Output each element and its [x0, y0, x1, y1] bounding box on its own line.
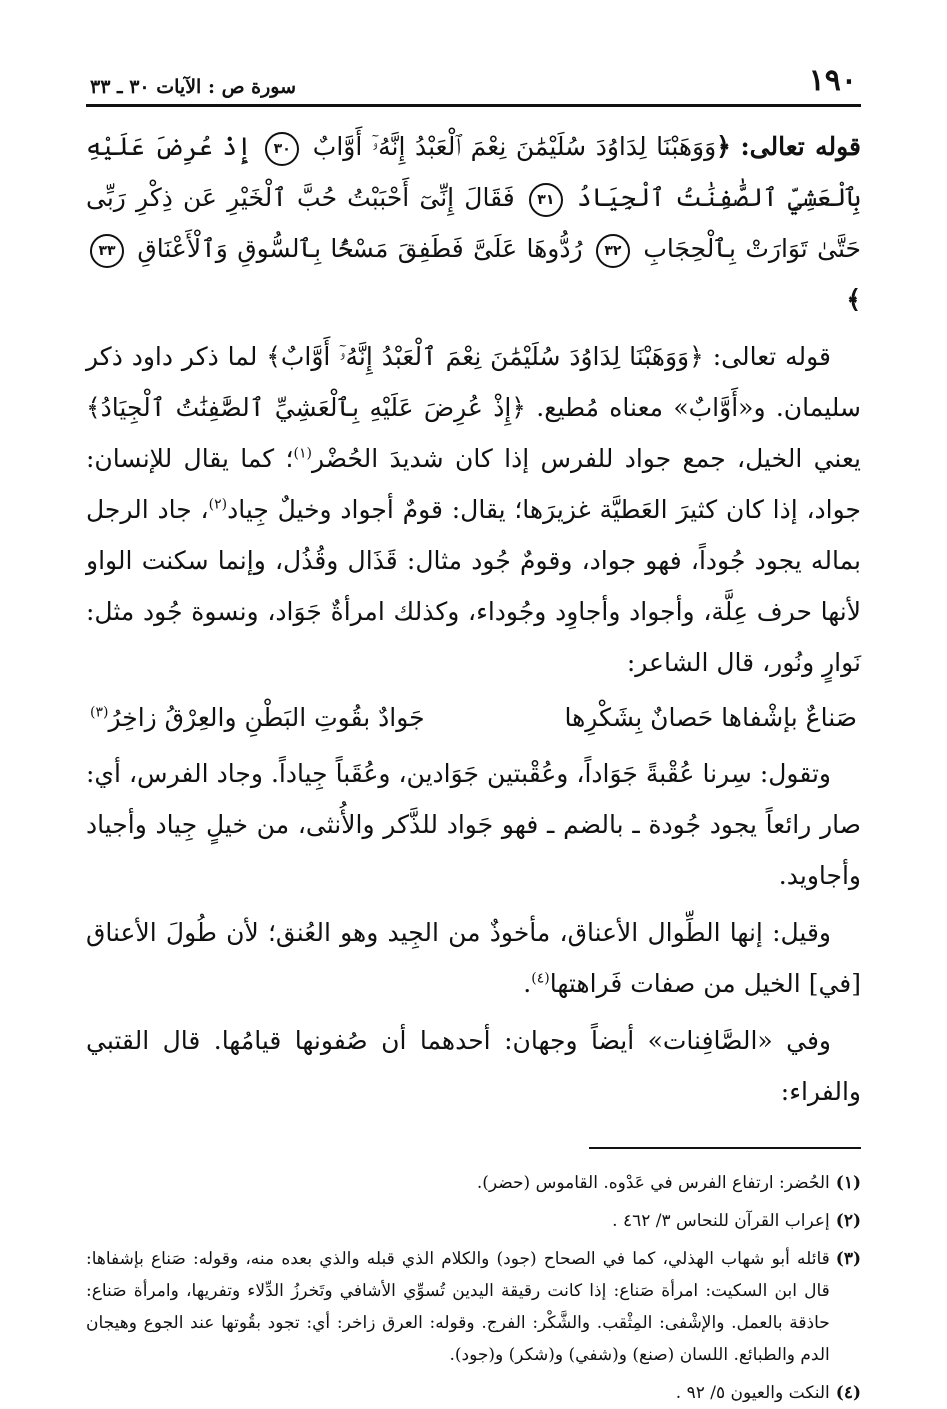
p1-lead: قوله تعالى:: [712, 342, 831, 371]
p1-quote-2: ﴿إِذْ عُرِضَ عَلَيْهِ بِٱلْعَشِيِّ ٱلصَّٰفِنَٰتُ ٱلْجِيَادُ﴾: [86, 393, 526, 422]
heading-verse: [86, 121, 861, 325]
first-hemistich: صَناعٌ بإشْفاها حَصانٌ بِشَكْرِها: [564, 703, 857, 732]
footnote-number: (٢): [835, 1211, 861, 1231]
footnote-1: [86, 1167, 861, 1199]
footnote-text: الحُضر: ارتفاع الفرس في عَدْوه. القاموس (حضر).: [476, 1173, 830, 1193]
ayah-marker-31: ٣١: [529, 183, 563, 217]
footnote-ref-3[interactable]: (٣): [90, 704, 109, 721]
verse-33-text: رُدُّوهَا عَلَىَّ فَطَفِقَ مَسْحًۢا بِٱلسُّوقِ وَٱلْأَعْنَاقِ: [137, 234, 583, 263]
second-hemistich-wrap: [90, 694, 425, 742]
footnote-separator: [589, 1147, 861, 1149]
ayah-marker-33: ٣٣: [90, 234, 124, 268]
p3-text-b: .: [523, 969, 532, 998]
verse-31-text: إِذْ عُرِضَ عَلَيْهِ بِٱلْعَشِيِّ ٱلصَّٰفِنَٰتُ ٱلْجِيَادُ: [86, 132, 862, 212]
paragraph-1: [86, 331, 861, 688]
footnote-number: (٤): [835, 1383, 861, 1403]
paragraph-3: [86, 907, 861, 1009]
footnote-text: النكت والعيون ٥/ ٩٢ .: [675, 1383, 830, 1403]
page-header: [86, 58, 861, 107]
p1-text-a: لما ذكر داود ذكر سليمان. و«أَوَّابٌ» معناه مُطيع.: [86, 342, 861, 422]
ayah-marker-32: ٣٢: [596, 234, 630, 268]
p3-text-a: وقيل: إنها الطِّوال الأعناق، مأخوذٌ من الجِيد وهو العُنق؛ لأن طُولَ الأعناق [في] الخيل من صفات فَراهتها: [86, 918, 861, 998]
p1-quote: ﴿وَوَهَبْنَا لِدَاوُدَ سُلَيْمَٰنَ نِعْمَ ٱلْعَبْدُ إِنَّهُۥٓ أَوَّابٌ﴾: [266, 342, 704, 371]
p1-text-d: ، جاد الرجل بماله يجود جُوداً، فهو جواد، وقومٌ جُود مثال: قَذَال وقُذُل، وإنما سكنت الواو لأنها حرف عِلَّة، وأجواد وأجاوِد وجُوداء، وكذلك امرأةٌ جَوَاد، ونسوة جُود مثل: نَوارٍ ونُور، قال الشاعر:: [86, 495, 861, 677]
page-number: ١٩٠: [808, 63, 857, 98]
open-brace: ﴿: [716, 132, 731, 161]
paragraph-2: وتقول: سِرنا عُقْبةً جَوَاداً، وعُقْبتين جَوَادين، وعُقَباً جِياداً. وجاد الفرس، أي: صار رائعاً يجود جُودة ـ بالضم ـ فهو جَواد للذَّكر والأُنثى، من خيلٍ جِياد وأجياد وأجاويد.: [86, 759, 861, 890]
close-brace: ﴾: [846, 285, 861, 314]
footnotes: [86, 1167, 861, 1409]
paragraph-4: وفي «الصَّافِنات» أيضاً وجهان: أحدهما أن صُفونها قيامُها. قال القتبي والفراء:: [86, 1026, 861, 1106]
ayah-marker-30: ٣٠: [265, 132, 299, 166]
running-title: سورة ص : الآيات ٣٠ ـ ٣٣: [90, 76, 297, 98]
poetry-verse: [86, 694, 861, 742]
footnote-number: (٣): [835, 1249, 861, 1269]
footnote-text: قائله أبو شهاب الهذلي، كما في الصحاح (جود) والكلام الذي قبله والذي بعده منه، وقوله: صَناع بإشفاها: قال ابن السكيت: امرأة صَناع: إذا كانت رقيقة اليدين تُسوِّي الأشافي وتَخرزُ الدِّلاء وتفريها، وامرأة صَناع: حاذقة بالعمل. والإشْفى: المِثْقب. والشَّكْر: الفرج. وقوله: العرق زاخر: أي: تجود بقُوتها عند الجوع وهيجان الدم والطبائع. اللسان (صنع) و(شفي) و(شكر) و(جود).: [86, 1249, 830, 1365]
verse-30-text: وَوَهَبْنَا لِدَاوُدَ سُلَيْمَٰنَ نِعْمَ ٱلْعَبْدُ إِنَّهُۥٓ أَوَّابٌ: [312, 132, 717, 161]
verse-32-text: فَقَالَ إِنِّىٓ أَحْبَبْتُ حُبَّ ٱلْخَيْرِ عَن ذِكْرِ رَبِّى حَتَّىٰ تَوَارَتْ بِٱلْحِجَابِ: [86, 183, 861, 263]
footnote-3: [86, 1243, 861, 1371]
footnote-2: [86, 1205, 861, 1237]
p1-text-b: يعني الخيل، جمع جواد للفرس إذا كان شديدَ الحُضْر: [311, 444, 861, 473]
footnote-number: (١): [835, 1173, 861, 1193]
footnote-ref-2[interactable]: (٢): [208, 496, 228, 513]
footnote-text: إعراب القرآن للنحاس ٣/ ٤٦٢ .: [612, 1211, 830, 1231]
p1-text-c: ؛ كما يقال للإنسان: جواد، إذا كان كثيرَ العَطيَّة غزيرَها؛ يقال: قومٌ أجواد وخيلٌ جِياد: [86, 444, 861, 524]
heading-lead: قوله تعالى:: [740, 132, 861, 161]
footnote-ref-1[interactable]: (١): [293, 445, 312, 462]
second-hemistich: جَوادٌ بقُوتِ البَطْنِ والعِرْقُ زاخِرُ: [108, 703, 425, 732]
footnote-ref-4[interactable]: (٤): [531, 970, 550, 987]
main-text: [86, 121, 861, 1117]
